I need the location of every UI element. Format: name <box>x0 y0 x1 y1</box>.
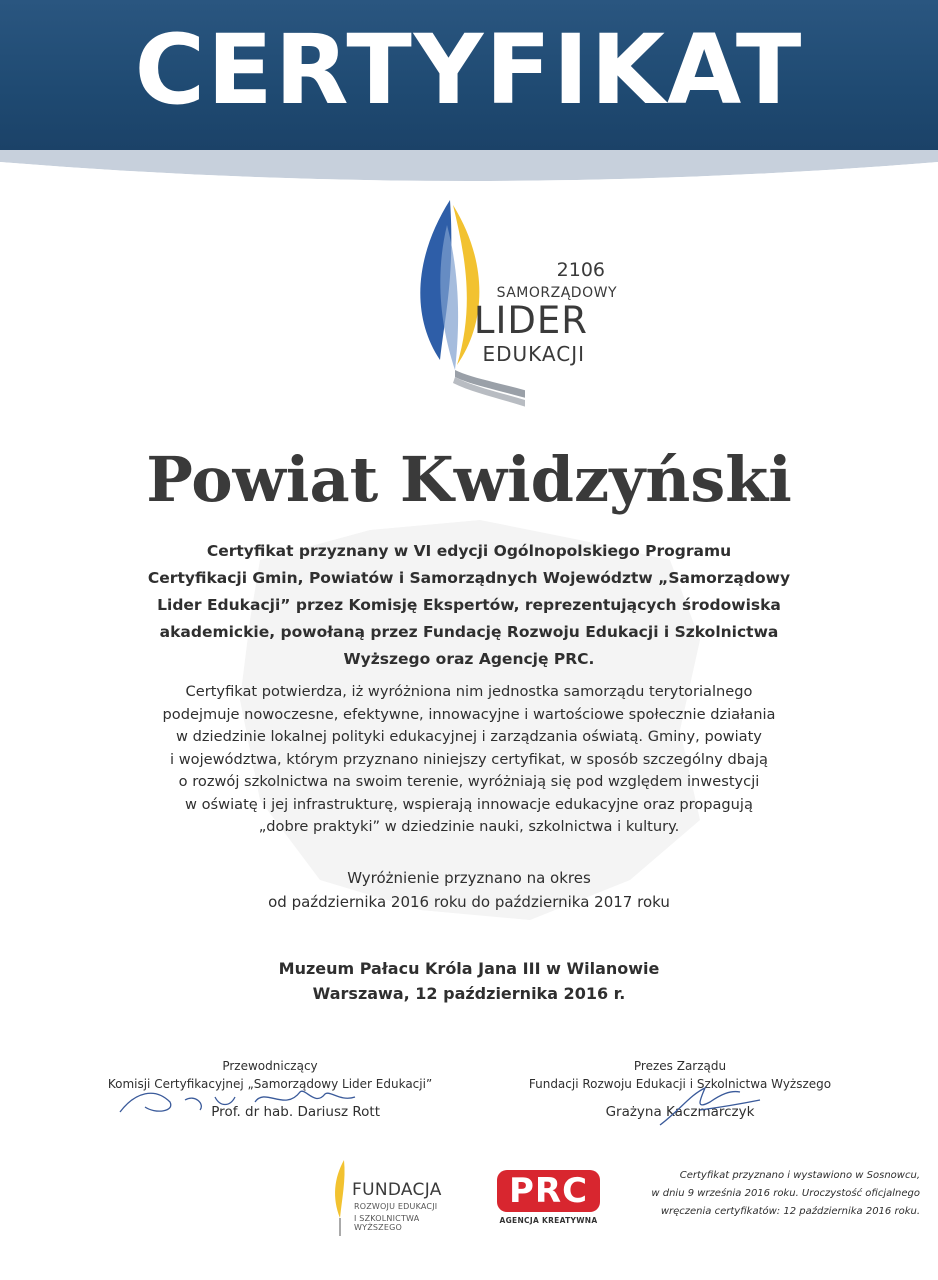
lider-edukacji-logo <box>405 195 617 415</box>
logo-line-samorzadowy: SAMORZĄDOWY <box>496 285 617 301</box>
fundacja-title: FUNDACJA <box>352 1180 442 1200</box>
signatory-role: Przewodniczący <box>222 1059 318 1073</box>
award-period <box>0 866 938 914</box>
signatory-role: Prezes Zarządu <box>633 1059 727 1073</box>
recipient-name: Powiat Kwidzyński <box>146 443 792 516</box>
award-line: akademickie, powołaną przez Fundację Rozwoju Edukacji i Szkolnictwa <box>159 623 779 641</box>
note-line: Certyfikat przyznano i wystawiono w Sosnowcu, <box>679 1170 920 1181</box>
fundacja-subtitle: ROZWOJU EDUKACJI <box>354 1202 438 1211</box>
signatory-name: Prof. dr hab. Dariusz Rott <box>211 1104 380 1120</box>
ceremony-place <box>0 956 938 1006</box>
note-line: w dniu 9 września 2016 roku. Uroczystość oficjalnego <box>651 1188 920 1199</box>
prc-title: PRC <box>497 1170 600 1212</box>
award-line: Wyższego oraz Agencję PRC. <box>343 650 595 668</box>
confirmation-line: o rozwój szkolnictwa na swoim terenie, wyróżniają się pod względem inwestycji <box>178 773 760 790</box>
issue-note <box>620 1167 920 1221</box>
venue: Muzeum Pałacu Króla Jana III w Wilanowie <box>278 959 660 978</box>
confirmation-line: w dziedzinie lokalnej polityki edukacyjnej i zarządzania oświatą. Gminy, powiaty <box>176 728 762 745</box>
certificate-title: CERTYFIKAT <box>134 14 804 126</box>
award-line: Certyfikacji Gmin, Powiatów i Samorządnych Województw „Samorządowy <box>147 569 791 587</box>
logo-line-lider: LIDER <box>473 299 588 342</box>
note-line: wręczenia certyfikatów: 12 października 2016 roku. <box>660 1206 920 1217</box>
logo-year: 2106 <box>556 259 605 281</box>
fundacja-subtitle: I SZKOLNICTWA WYŻSZEGO <box>354 1214 420 1232</box>
confirmation-line: Certyfikat potwierdza, iż wyróżniona nim jednostka samorządu terytorialnego <box>185 683 753 700</box>
period-range: od października 2016 roku do października 2017 roku <box>268 893 670 911</box>
award-description <box>60 538 878 673</box>
prc-subtitle: AGENCJA KREATYWNA <box>499 1216 598 1225</box>
handwritten-signature-right <box>640 1080 780 1130</box>
confirmation-line: „dobre praktyki” w dziedzinie nauki, szkolnictwa i kultury. <box>258 818 680 835</box>
confirmation-line: podejmuje nowoczesne, efektywne, innowacyjne i wartościowe społecznie działania <box>162 705 776 723</box>
signatory-name: Grażyna Kaczmarczyk <box>605 1104 755 1120</box>
fundacja-logo <box>330 1158 470 1238</box>
confirmation-line: w oświatę i jej infrastrukturę, wspierają innowacje edukacyjne oraz propagują <box>185 795 753 813</box>
period-label: Wyróżnienie przyznano na okres <box>347 869 591 887</box>
award-line: Lider Edukacji” przez Komisję Ekspertów, reprezentujących środowiska <box>157 596 781 614</box>
handwritten-signature-left <box>115 1082 365 1122</box>
award-line: Certyfikat przyznany w VI edycji Ogólnopolskiego Programu <box>206 542 732 560</box>
city-date: Warszawa, 12 października 2016 r. <box>312 984 626 1003</box>
logo-line-edukacji: EDUKACJI <box>482 342 585 366</box>
confirmation-line: i województwa, którym przyznano niniejszy certyfikat, w sposób szczególny dbają <box>170 750 768 768</box>
prc-logo <box>497 1170 600 1230</box>
certificate-confirmation <box>60 681 878 839</box>
signatory-body: Komisji Certyfikacyjnej „Samorządowy Lider Edukacji” <box>107 1077 433 1091</box>
signatory-body: Fundacji Rozwoju Edukacji i Szkolnictwa Wyższego <box>528 1077 832 1091</box>
